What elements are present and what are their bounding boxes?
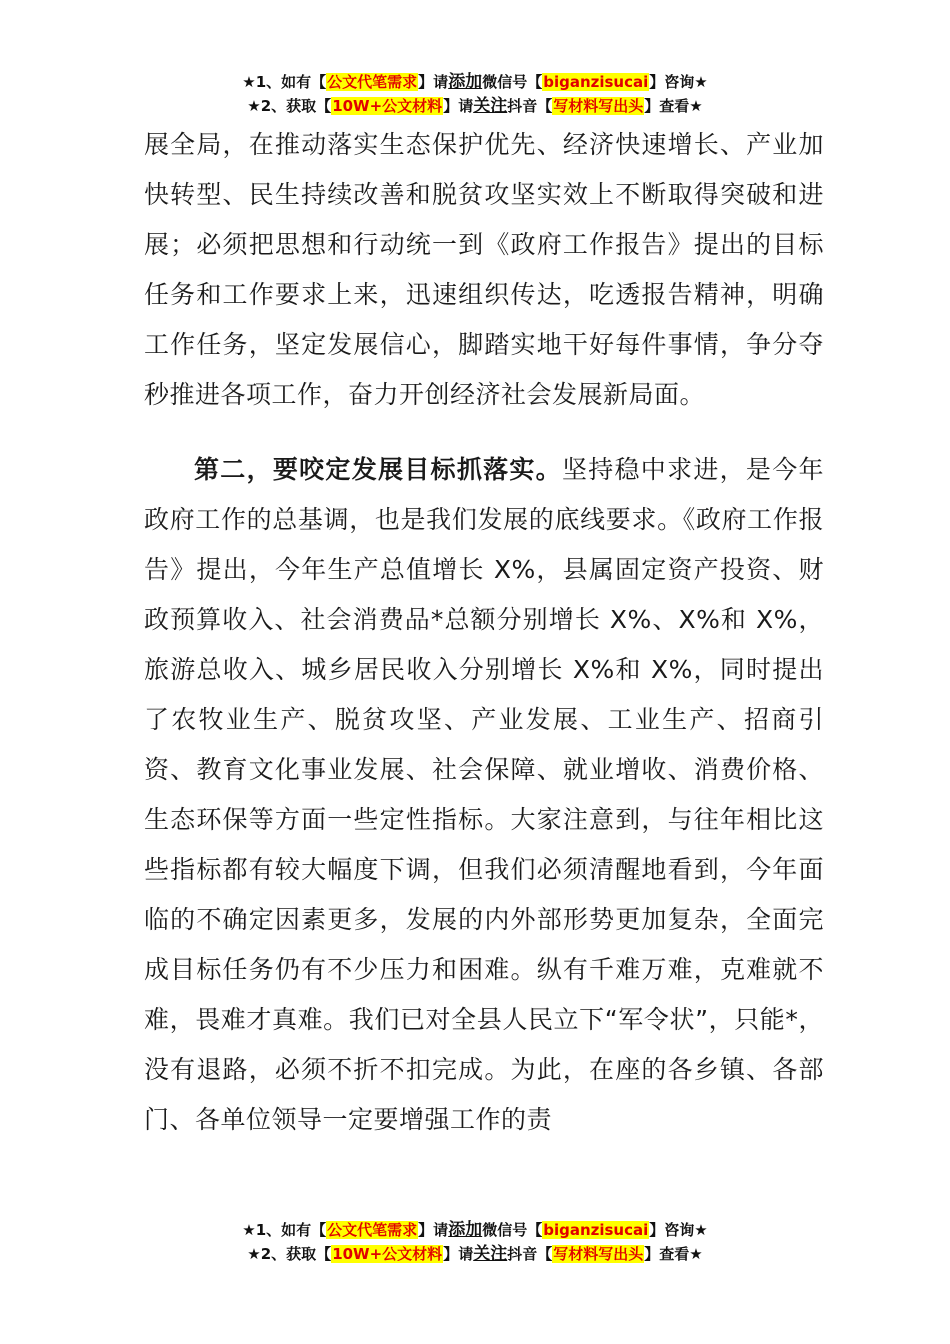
header-text: 】请 (443, 97, 474, 115)
highlight-materials: 10W+公文材料 (332, 1245, 443, 1263)
underlined-text: 添加 (448, 72, 483, 92)
highlight-materials: 10W+公文材料 (332, 97, 443, 115)
footer-text: 】请 (443, 1245, 474, 1263)
header-text: 】咨询★ (649, 73, 708, 91)
header-line-1 (0, 70, 950, 94)
footer-text: ★1、如有【 (242, 1221, 327, 1239)
highlight-wechat-id: biganzisucai (543, 1221, 649, 1239)
document-body (144, 120, 824, 1145)
highlight-douyin-account: 写材料写出头 (553, 97, 644, 115)
paragraph-2-text: 坚持稳中求进，是今年政府工作的总基调，也是我们发展的底线要求。《政府工作报告》提出，今年生产总值增长 X%，县属固定资产投资、财政预算收入、社会消费品*总额分别增长 X%、X%和 X%，旅游总收入、城乡居民收入分别增长 X%和 X%，同时提出了农牧业生产、脱贫攻坚、产业发展、工业生产、招商引资、教育文化事业发展、社会保障、就业增收、消费价格、生态环保等方面一些定性指标。大家注意到，与往年相比这些指标都有较大幅度下调，但我们必须清醒地看到，今年面临的不确定因素更多，发展的内外部形势更加复杂，全面完成目标任务仍有不少压力和困难。纵有千难万难，克难就不难，畏难才真难。我们已对全县人民立下“军令状”，只能*，没有退路，必须不折不扣完成。为此，在座的各乡镇、各部门、各单位领导一定要增强工作的责 (144, 455, 824, 1134)
underlined-text: 关注 (473, 1244, 508, 1264)
paragraph-2-heading: 第二，要咬定发展目标抓落实。 (194, 455, 562, 484)
header-banner (0, 70, 950, 118)
highlight-service: 公文代笔需求 (327, 1221, 418, 1239)
highlight-wechat-id: biganzisucai (543, 73, 649, 91)
paragraph-2 (144, 445, 824, 1145)
header-text: 】请 (418, 73, 449, 91)
header-text: 微信号【 (482, 73, 543, 91)
footer-text: 微信号【 (482, 1221, 543, 1239)
header-text: ★1、如有【 (242, 73, 327, 91)
footer-text: 】咨询★ (649, 1221, 708, 1239)
paragraph-1: 展全局，在推动落实生态保护优先、经济快速增长、产业加快转型、民生持续改善和脱贫攻坚实效上不断取得突破和进展；必须把思想和行动统一到《政府工作报告》提出的目标任务和工作要求上来，迅速组织传达，吃透报告精神，明确工作任务，坚定发展信心，脚踏实地干好每件事情，争分夺秒推进各项工作，奋力开创经济社会发展新局面。 (144, 130, 824, 409)
header-text: 】查看★ (644, 97, 703, 115)
underlined-text: 添加 (448, 1220, 483, 1240)
header-line-2 (0, 94, 950, 118)
underlined-text: 关注 (473, 96, 508, 116)
footer-line-2 (0, 1242, 950, 1266)
footer-text: ★2、获取【 (247, 1245, 332, 1263)
header-text: 抖音【 (507, 97, 553, 115)
header-text: ★2、获取【 (247, 97, 332, 115)
footer-text: 抖音【 (507, 1245, 553, 1263)
highlight-douyin-account: 写材料写出头 (553, 1245, 644, 1263)
footer-text: 】请 (418, 1221, 449, 1239)
footer-line-1 (0, 1218, 950, 1242)
highlight-service: 公文代笔需求 (327, 73, 418, 91)
footer-banner (0, 1218, 950, 1266)
footer-text: 】查看★ (644, 1245, 703, 1263)
